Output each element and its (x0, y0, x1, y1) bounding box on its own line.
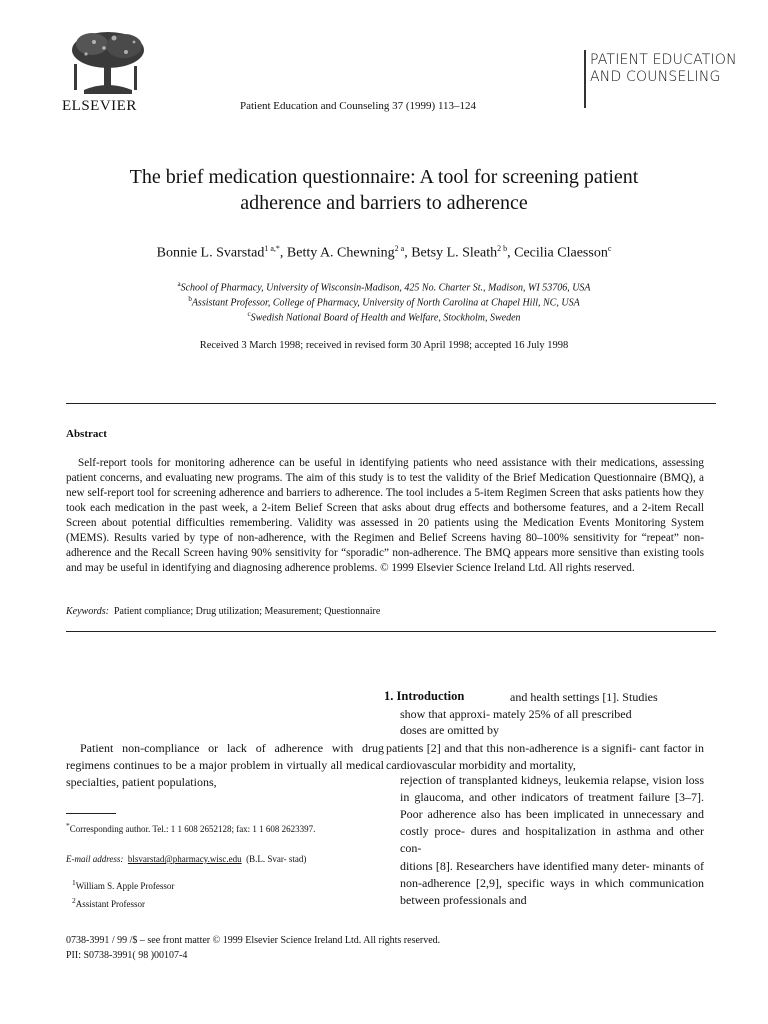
footnote-text: Assistant Professor (75, 899, 145, 909)
divider-bottom (66, 631, 716, 632)
keywords-text: Patient compliance; Drug utilization; Measurement; Questionnaire (113, 606, 381, 617)
footnote-1 (72, 877, 174, 892)
section-number: 1. (384, 689, 394, 703)
affiliation-mark: a (177, 280, 181, 288)
affiliation-text: School of Pharmacy, University of Wisconsin-Madison, 425 No. Charter St., Madison, WI 53706, USA (180, 282, 591, 294)
affiliation-mark: b (188, 295, 192, 303)
journal-name-line-2: AND COUNSELING (590, 69, 721, 85)
footnote-text: Corresponding author. Tel.: 1 1 608 2652128; fax: 1 1 608 2623397. (69, 824, 316, 834)
email-label: E-mail address: (66, 854, 124, 864)
email-suffix: (B.L. Svar- stad) (246, 854, 307, 864)
affiliation-b (60, 295, 708, 308)
intro-right-lower: rejection of transplanted kidneys, leukemia relapse, vision loss in glaucoma, and other indicators of treatment failure [3–7]. Poor adherence also has been implicated in unnecessary and costly proce- dures and hospitalization in asthma and other con- (400, 773, 704, 855)
intro-right-top-c: doses are omitted by (400, 723, 499, 737)
affiliation-a (60, 280, 708, 293)
footnote-mark: * (66, 821, 70, 830)
author-marks: 2 a (394, 244, 405, 253)
publisher-name: ELSEVIER (62, 98, 137, 114)
author-name: Cecilia Claesson (514, 245, 608, 261)
abstract-heading: Abstract (66, 428, 107, 440)
intro-right-top-b: show that approxi- mately 25% of all prescribed (400, 707, 632, 721)
journal-name-logo (590, 52, 737, 86)
email-link[interactable]: blsvarstad@pharmacy.wisc.edu (127, 854, 242, 864)
intro-right-mid: patients [2] and that this non-adherence is a signifi- cant factor in cardiovascular morbidity and mortality, (386, 741, 704, 772)
footer-pii: PII: S0738-3991( 98 )00107-4 (66, 950, 188, 961)
title-line-2: adherence and barriers to adherence (240, 192, 528, 214)
footnote-corresponding (66, 820, 382, 835)
divider-top (66, 403, 716, 404)
keywords-line (66, 606, 380, 617)
author-marks: 2 b (497, 244, 508, 253)
author-marks: 1 a,* (264, 244, 280, 253)
abstract-text: Self-report tools for monitoring adherence can be useful in identifying patients who need assistance with their medications, assessing patient concerns, and evaluating new programs. The aim of this study is to test the validity of the Brief Medication Questionnaire (BMQ), a new self-report tool for screening adherence and barriers to adherence. The tool includes a 5-item Regimen Screen that asks patients how they took each medication in the past week, a 2-item Belief Screen that asks about drug effects and bothersome features, and a 2-item Recall Screen about potential difficulties remembering. Validity was assessed in 20 patients using the Medication Events Monitoring System (MEMS). Results varied by type of non-adherence, with the Regimen and Belief Screens having 80–100% sensitivity for “repeat” non-adherence and the Recall Screen having 90% sensitivity for “sporadic” non-adherence. The BMQ appears more sensitive than existing tools and may be useful in identifying and diagnosing adherence problems. © 1999 Elsevier Science Ireland Ltd. All rights reserved. (66, 457, 704, 574)
journal-reference: Patient Education and Counseling 37 (1999) 113–124 (240, 100, 477, 112)
author-name: Betsy L. Sleath (411, 245, 498, 261)
affiliation-mark: c (247, 310, 251, 318)
section-heading (384, 689, 464, 704)
author-name: Betty A. Chewning (286, 245, 395, 261)
footnote-text: William S. Apple Professor (75, 881, 175, 891)
author-list: Bonnie L. Svarstad$^{1 a,*}$, Betty A. Chewning$^{2 a}$, Betsy L. Sleath$^{2 b}$, Cecilia Claesson$^c$ (156, 244, 612, 261)
keywords-label: Keywords: (66, 606, 109, 617)
footnote-mark: 2 (72, 896, 76, 905)
footnote-2 (72, 895, 145, 910)
elsevier-tree-logo (64, 28, 150, 98)
section-title: Introduction (396, 689, 465, 703)
affiliation-c (60, 310, 708, 323)
author-name: Bonnie L. Svarstad (156, 245, 265, 261)
intro-right-top-a: and health settings [1]. Studies (510, 690, 658, 704)
footnote-email (66, 854, 382, 865)
title-line-1: The brief medication questionnaire: A tool for screening patient (129, 166, 639, 188)
footer-copyright: 0738-3991 / 99 /$ – see front matter © 1999 Elsevier Science Ireland Ltd. All rights reserved. (66, 935, 441, 946)
footnote-mark: 1 (72, 878, 76, 887)
received-dates: Received 3 March 1998; received in revised form 30 April 1998; accepted 16 July 1998 (199, 340, 569, 351)
author-marks: c (607, 244, 612, 253)
journal-name-line-1: PATIENT EDUCATION (590, 52, 737, 68)
article-title (60, 164, 708, 216)
journal-logo-bar (584, 50, 586, 108)
footnote-rule (66, 813, 116, 814)
affiliation-text: Assistant Professor, College of Pharmacy, University of North Carolina at Chapel Hill, NC, USA (191, 297, 580, 309)
affiliation-text: Swedish National Board of Health and Welfare, Stockholm, Sweden (250, 312, 521, 324)
intro-right-bottom: ditions [8]. Researchers have identified many deter- minants of non-adherence [2,9], specific ways in which communication between professionals and (400, 859, 704, 907)
intro-left-paragraph: Patient non-compliance or lack of adherence with drug regimens continues to be a major problem in virtually all medical specialties, patient populations, (66, 741, 384, 789)
